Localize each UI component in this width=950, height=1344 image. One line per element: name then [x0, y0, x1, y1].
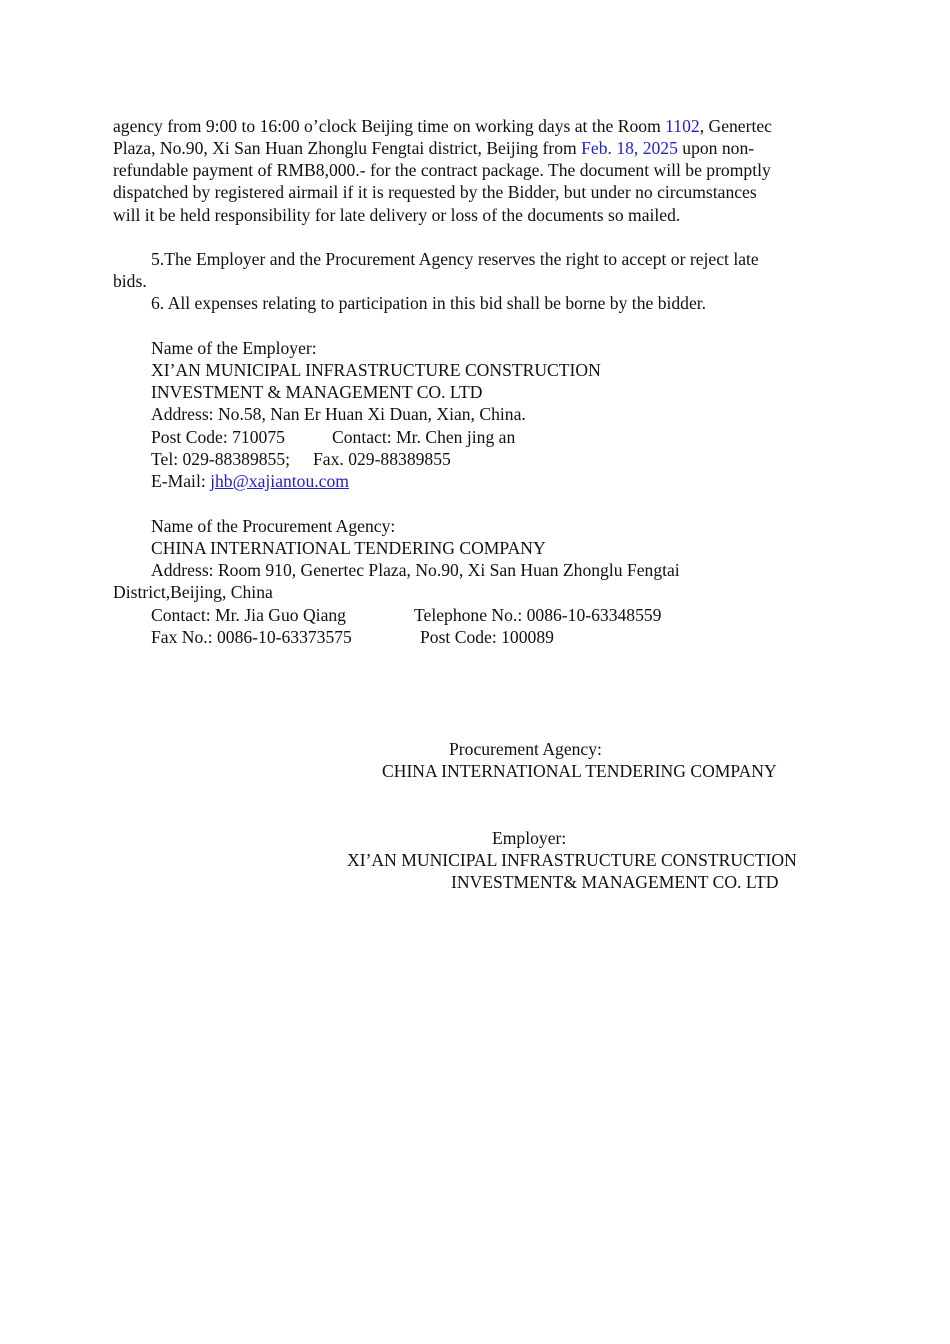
employer-name-line2: INVESTMENT & MANAGEMENT CO. LTD — [151, 382, 483, 402]
employer-contact: Contact: Mr. Chen jing an — [332, 427, 516, 447]
para4-line1 — [113, 115, 772, 137]
employer-heading: Name of the Employer: — [151, 338, 317, 358]
signature-employer-label: Employer: — [492, 828, 567, 848]
para5-line2: bids. — [113, 271, 147, 291]
employer-address: Address: No.58, Nan Er Huan Xi Duan, Xian, China. — [151, 404, 526, 424]
email-label: E-Mail: — [151, 471, 211, 491]
para4-text: , Genertec — [699, 116, 772, 136]
agency-postcode: Post Code: 100089 — [420, 627, 554, 647]
employer-tel: Tel: 029-88389855; — [151, 449, 291, 469]
agency-address — [113, 559, 837, 603]
employer-fax: Fax. 029-88389855 — [313, 449, 451, 469]
para4-line2 — [113, 137, 754, 159]
para4-text: upon non- — [677, 138, 755, 158]
agency-contact: Contact: Mr. Jia Guo Qiang — [151, 605, 346, 625]
signature-agency-label: Procurement Agency: — [449, 739, 602, 759]
para4-line3: refundable payment of RMB8,000.- for the contract package. The document will be promptly — [113, 160, 771, 180]
para4-line4: dispatched by registered airmail if it is requested by the Bidder, but under no circumstances — [113, 182, 757, 202]
agency-telephone: Telephone No.: 0086-10-63348559 — [414, 605, 662, 625]
para6: 6. All expenses relating to participation in this bid shall be borne by the bidder. — [151, 293, 707, 313]
para5-line1: 5.The Employer and the Procurement Agency reserves the right to accept or reject late — [151, 249, 759, 269]
para4-text: agency from 9:00 to 16:00 o’clock Beijing time on working days at the Room — [113, 116, 666, 136]
para4-line5: will it be held responsibility for late delivery or loss of the documents so mailed. — [113, 205, 681, 225]
email-link[interactable]: jhb@xajiantou.com — [210, 471, 349, 491]
employer-email-row — [151, 470, 349, 492]
agency-address-line2: District,Beijing, China — [113, 582, 273, 602]
agency-heading: Name of the Procurement Agency: — [151, 516, 396, 536]
agency-name: CHINA INTERNATIONAL TENDERING COMPANY — [151, 538, 546, 558]
signature-employer-name-line2: INVESTMENT& MANAGEMENT CO. LTD — [451, 872, 779, 892]
signature-employer-name-line1: XI’AN MUNICIPAL INFRASTRUCTURE CONSTRUCTION — [347, 850, 797, 870]
agency-address-line1: Address: Room 910, Genertec Plaza, No.90, Xi San Huan Zhonglu Fengtai — [151, 560, 680, 580]
sale-date: Feb. 18, 2025 — [581, 138, 678, 158]
employer-name-line1: XI’AN MUNICIPAL INFRASTRUCTURE CONSTRUCTION — [151, 360, 601, 380]
para4-text: Plaza, No.90, Xi San Huan Zhonglu Fengtai district, Beijing from — [113, 138, 582, 158]
agency-fax: Fax No.: 0086-10-63373575 — [151, 627, 352, 647]
employer-postcode: Post Code: 710075 — [151, 427, 285, 447]
signature-agency-name: CHINA INTERNATIONAL TENDERING COMPANY — [382, 761, 777, 781]
room-number: 1102 — [665, 116, 700, 136]
